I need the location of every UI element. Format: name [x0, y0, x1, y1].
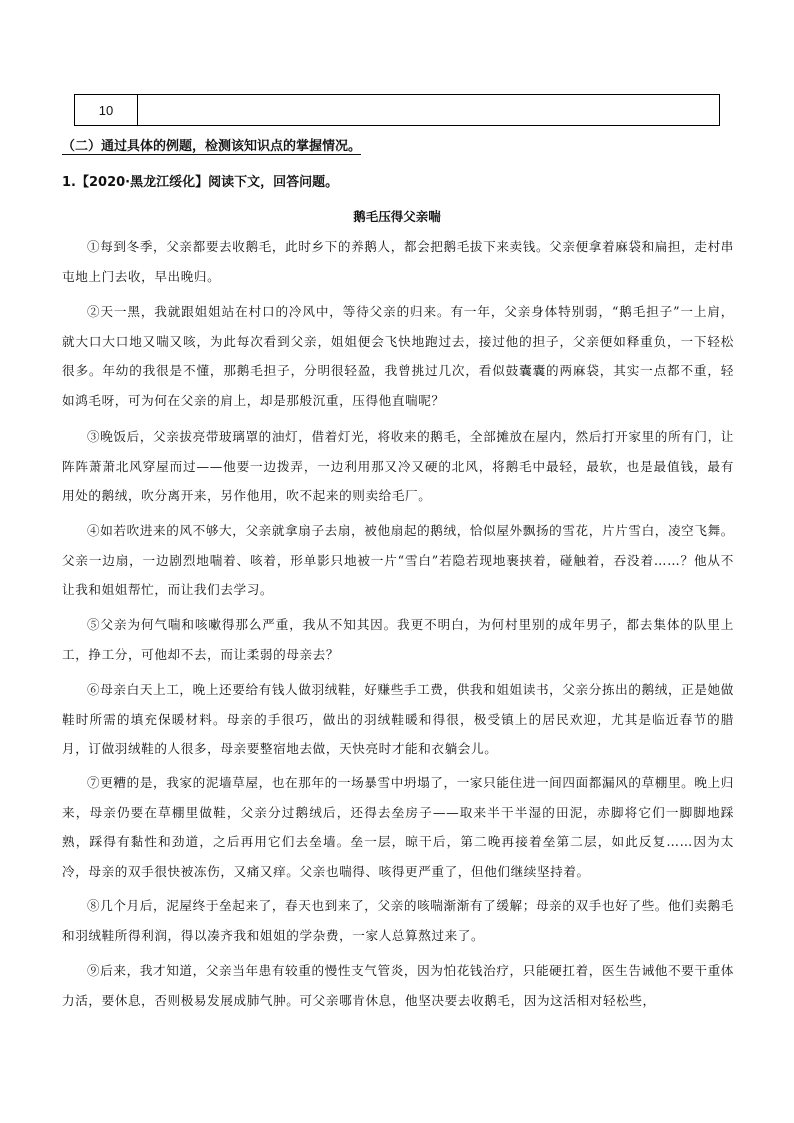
paragraph-3: ③晚饭后，父亲拔亮带玻璃罩的油灯，借着灯光，将收来的鹅毛，全部摊放在屋内，然后打开家里的所有门，让阵阵萧萧北风穿屋而过——他要一边拨弄，一边利用那又冷又硬的北风，将鹅毛中最轻，最软，也是最值钱，最有用处的鹅绒，吹分离开来，另作他用，吹不起来的则卖给毛厂。	[62, 429, 734, 503]
table-row	[74, 94, 720, 126]
paragraph-2: ②天一黑，我就跟姐姐站在村口的冷风中，等待父亲的归来。有一年，父亲身体特别弱，“鹅毛担子”一上肩，就大口大口地又喘又咳，为此每次看到父亲，姐姐便会飞快地跑过去，接过他的担子，父亲便如释重负，一下轻松很多。年幼的我很是不懂，那鹅毛担子，分明很轻盈，我曾挑过几次，看似鼓囊囊的两麻袋，其实一点都不重，轻如鸿毛呀，可为何在父亲的肩上，却是那般沉重，压得他直喘呢？	[62, 304, 734, 408]
paragraph-4: ④如若吹进来的风不够大，父亲就拿扇子去扇，被他扇起的鹅绒，恰似屋外飘扬的雪花，片片雪白，凌空飞舞。父亲一边扇，一边剧烈地喘着、咳着，形单影只地被一片“雪白”若隐若现地裹挟着，碰触着，吞没着……？他从不让我和姐姐帮忙，而让我们去学习。	[62, 523, 734, 597]
article-title: 鹅毛压得父亲喘	[353, 209, 441, 224]
table-cell-content	[138, 95, 719, 125]
question-label: 1.【2020·黑龙江绥化】阅读下文，回答问题。	[62, 175, 339, 190]
paragraph-6: ⑥母亲白天上工，晚上还要给有钱人做羽绒鞋，好赚些手工费，供我和姐姐读书，父亲分拣出的鹅绒，正是她做鞋时所需的填充保暖材料。母亲的手很巧，做出的羽绒鞋暖和得很，极受镇上的居民欢迎，尤其是临近春节的腊月，订做羽绒鞋的人很多，母亲要整宿地去做，天快亮时才能和衣躺会儿。	[62, 682, 734, 756]
paragraph-5: ⑤父亲为何气喘和咳嗽得那么严重，我从不知其因。我更不明白，为何村里别的成年男子，都去集体的队里上工，挣工分，可他却不去，而让柔弱的母亲去？	[62, 617, 734, 662]
paragraph-9: ⑨后来，我才知道，父亲当年患有较重的慢性支气管炎，因为怕花钱治疗，只能硬扛着，医生告诫他不要干重体力活，要休息，否则极易发展成肺气肿。可父亲哪肯休息，他坚决要去收鹅毛，因为这活相对轻松些，	[62, 963, 734, 1008]
paragraph-7: ⑦更糟的是，我家的泥墙草屋，也在那年的一场暴雪中坍塌了，一家只能住进一间四面都漏风的草棚里。晚上归来，母亲仍要在草棚里做鞋，父亲分过鹅绒后，还得去垒房子——取来半干半湿的田泥，赤脚将它们一脚脚地踩熟，踩得有黏性和劲道，之后再用它们去垒墙。垒一层，晾干后，第二晚再接着垒第二层，如此反复……因为太冷，母亲的双手很快被冻伤，又痛又痒。父亲也喘得、咳得更严重了，但他们继续坚持着。	[62, 775, 734, 879]
paragraph-1: ①每到冬季，父亲都要去收鹅毛，此时乡下的养鹅人，都会把鹅毛拔下来卖钱。父亲便拿着麻袋和扁担，走村串屯地上门去收，早出晚归。	[62, 239, 734, 284]
paragraph-8: ⑧几个月后，泥屋终于垒起来了，春天也到来了，父亲的咳喘渐渐有了缓解；母亲的双手也好了些。他们卖鹅毛和羽绒鞋所得利润，得以凑齐我和姐姐的学杂费，一家人总算熬过来了。	[62, 898, 734, 943]
table-cell-number: 10	[75, 95, 138, 125]
section-heading: （二）通过具体的例题，检测该知识点的掌握情况。	[62, 139, 362, 154]
